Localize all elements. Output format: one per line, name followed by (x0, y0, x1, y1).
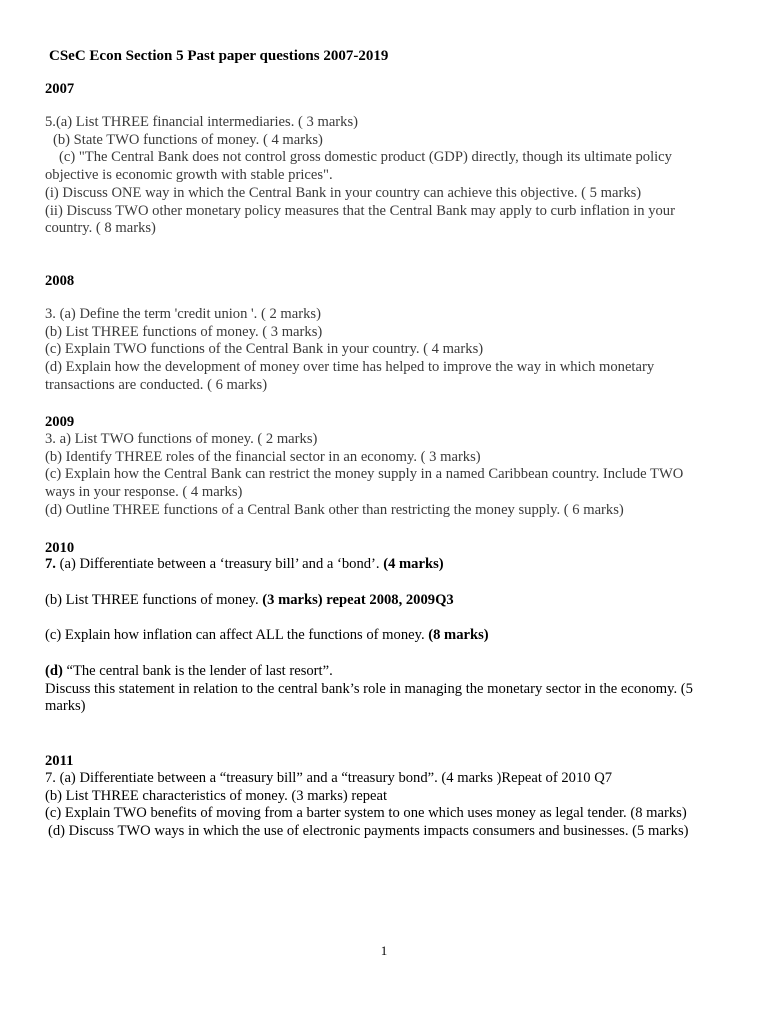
question-2007-c-i: (i) Discuss ONE way in which the Central Bank in your country can achieve this objective. ( 5 marks) (45, 184, 642, 201)
question-2009-d: (d) Outline THREE functions of a Central Bank other than restricting the money supply. ( 6 marks) (45, 501, 624, 518)
question-2010-b (45, 592, 725, 610)
question-2008-c: (c) Explain TWO functions of the Central Bank in your country. ( 4 marks) (45, 341, 484, 358)
question-2009-b: (b) Identify THREE roles of the financial sector in an economy. ( 3 marks) (45, 448, 481, 465)
question-2008-d-line1: (d) Explain how the development of money over time has helped to improve the way in which monetary (45, 359, 655, 376)
question-2010-d-label: (d) (45, 663, 63, 679)
question-2008-d-line2: transactions are conducted. ( 6 marks) (45, 376, 268, 393)
question-2010-b-marks: (3 marks) repeat 2008, 2009Q3 (262, 592, 454, 608)
question-2010-d-quote: “The central bank is the lender of last resort”. (62, 663, 333, 679)
question-2010-c-marks: (8 marks) (428, 627, 489, 643)
questions-2011 (45, 770, 725, 841)
question-2007-c-line2: objective is economic growth with stable prices". (45, 167, 333, 184)
question-2009-c-line2: ways in your response. ( 4 marks) (45, 484, 243, 501)
document-title: CSeC Econ Section 5 Past paper questions 2007-2019 (49, 48, 389, 64)
question-2007-b: (b) State TWO functions of money. ( 4 marks) (53, 131, 323, 148)
question-2011-a: 7. (a) Differentiate between a “treasury bill” and a “treasury bond”. (4 marks )Repeat of 2010 Q7 (45, 770, 613, 786)
question-2010-number: 7. (45, 556, 56, 572)
question-2008-b: (b) List THREE functions of money. ( 3 marks) (45, 323, 323, 340)
question-2010-a-text: (a) Differentiate between a ‘treasury bill’ and a ‘bond’. (55, 556, 384, 572)
question-2007-c-ii-line2: country. ( 8 marks) (45, 220, 156, 237)
question-2010-c (45, 627, 725, 645)
question-2010-d-line2: Discuss this statement in relation to the central bank’s role in managing the monetary sector in the economy. (5 (45, 680, 693, 697)
year-heading-2007: 2007 (45, 81, 75, 97)
question-2010-d (45, 663, 725, 716)
year-heading-2009: 2009 (45, 414, 75, 430)
question-2007-c-ii-line1: (ii) Discuss TWO other monetary policy measures that the Central Bank may apply to curb inflation in your (45, 202, 675, 219)
question-2009-c-line1: (c) Explain how the Central Bank can restrict the money supply in a named Caribbean country. Include TWO (45, 466, 684, 483)
year-heading-2011: 2011 (45, 753, 74, 769)
section-2010 (45, 539, 725, 557)
questions-2007 (45, 114, 725, 238)
year-heading-2010: 2010 (45, 540, 75, 556)
question-2011-d: (d) Discuss TWO ways in which the use of electronic payments impacts consumers and businesses. (5 marks) (48, 823, 689, 840)
question-2010-b-text: (b) List THREE functions of money. (45, 592, 263, 608)
question-2008-a: 3. (a) Define the term 'credit union '. ( 2 marks) (45, 306, 321, 322)
question-2011-b: (b) List THREE characteristics of money. (3 marks) repeat (45, 787, 388, 804)
question-2011-c: (c) Explain TWO benefits of moving from a barter system to one which uses money as legal tender. (8 marks) (45, 805, 687, 822)
question-2010-c-text: (c) Explain how inflation can affect ALL the functions of money. (45, 627, 429, 643)
question-2009-a: 3. a) List TWO functions of money. ( 2 marks) (45, 431, 318, 447)
section-2011 (45, 752, 725, 770)
question-2010-a-marks: (4 marks) (383, 556, 444, 572)
section-2009 (45, 413, 725, 431)
questions-2009 (45, 431, 725, 520)
question-2007-a: 5.(a) List THREE financial intermediaries. ( 3 marks) (45, 114, 358, 130)
section-2007 (45, 80, 725, 98)
section-2008 (45, 272, 725, 290)
year-heading-2008: 2008 (45, 273, 75, 289)
question-2007-c-line1: (c) "The Central Bank does not control gross domestic product (GDP) directly, though its ultimate policy (59, 149, 672, 166)
question-2010-a (45, 556, 725, 574)
page-number: 1 (380, 943, 388, 958)
question-2010-d-line3: marks) (45, 698, 86, 715)
questions-2008 (45, 306, 725, 395)
